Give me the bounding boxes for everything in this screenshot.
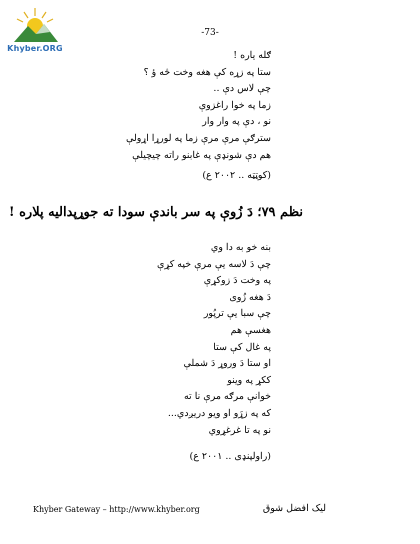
poem-line: بنه خو به دا وي [210,242,271,253]
poem-line: ککړ په وينو [227,374,271,386]
footer-author: لیک افضل شوق [262,503,326,514]
poem-heading: نظم ۷۹؛ دَ زُوې په سر باندې سودا ته جوړ‌‌پداليه پلاره ! [8,205,303,220]
poem-line: زما په خوا راغزوې [198,99,271,111]
poem-line: چې سبا يې ترپُور [203,308,271,320]
poem-line: که په زړَو او ويو دريږدي... [167,407,271,419]
poem-line: ګله يار‌ه ! [233,50,271,61]
footer-website: Khyber Gateway – http://www.khyber.org [33,505,200,514]
logo-text: Khyber.ORG [7,44,63,53]
poem-line: چې لاس دې .. [213,83,271,95]
poem-line: هغسې هم [230,324,271,336]
poem-line: دَ هغه زُوی [229,291,271,303]
poem-line: په وخت دَ زوکړې [203,275,271,287]
poem-line: سترګې مرې مرې زما په لورړا اړولې [125,132,271,144]
poem-line: نو ، دې په وار وار [202,116,271,128]
sun-mountain-icon [6,6,64,46]
poem-line: خوانې مرګه مرې نا ته [183,391,271,403]
poem-2 [157,240,271,439]
poem-line: هم دې شونډې په غابنو راته چیچیلې [132,149,271,161]
poem-line: په غال کې ستا [213,341,271,353]
poem-1 [126,48,271,164]
poem-line: نو په تا غرغړوي [208,424,271,436]
poem-2-signature: (راولپنډی .. ۲۰۰۱ ع) [189,451,271,462]
page-number: -73- [201,28,219,38]
poem-line: ستا په زړه کې هغه وخت څه ؤ ؟ [143,66,271,78]
poem-line: چې دَ لاسه يې مرې خپه کړې [157,258,271,270]
poem-1-signature: (کوټټه .. ۲۰۰۲ ع) [202,170,271,181]
poem-line: او ستا دَ وروړ دَ شملې [183,358,271,370]
